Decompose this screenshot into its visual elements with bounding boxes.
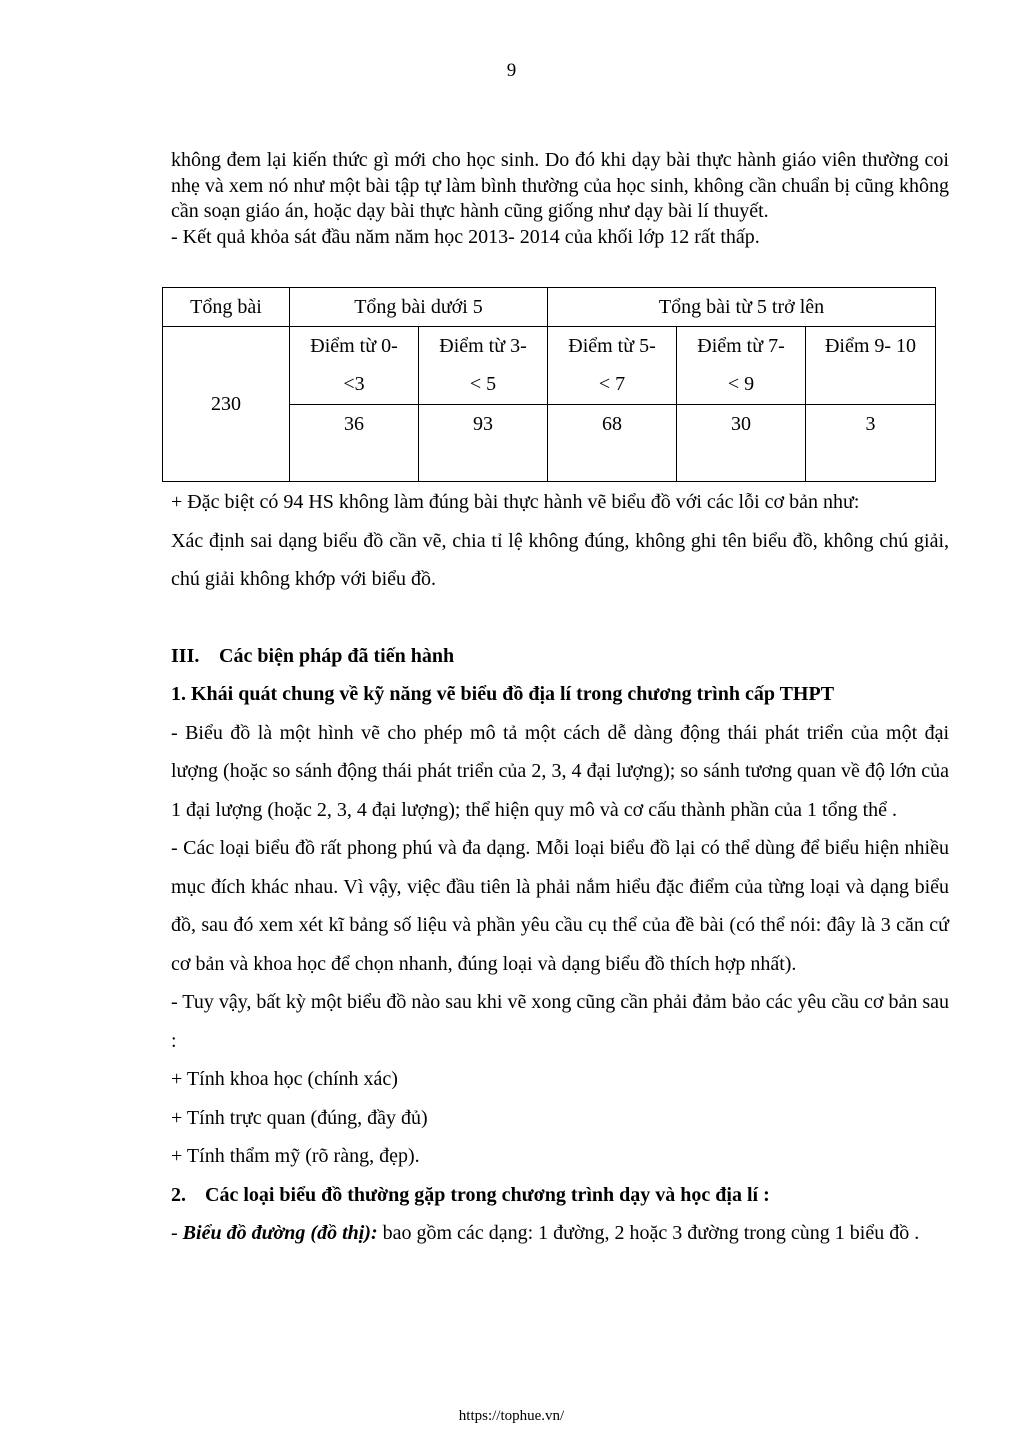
survey-line: - Kết quả khỏa sát đầu năm năm học 2013- 2014 của khối lớp 12 rất thấp. xyxy=(171,225,760,248)
column-header: Điểm từ 7- < 9 xyxy=(677,327,806,405)
column-header: Điểm từ 3- < 5 xyxy=(419,327,548,405)
value-cell: 3 xyxy=(806,405,936,482)
value-cell: 30 xyxy=(677,405,806,482)
header-below-5: Tổng bài dưới 5 xyxy=(290,288,548,327)
value-cell: 68 xyxy=(548,405,677,482)
footer-url: https://tophue.vn/ xyxy=(458,1408,565,1424)
table-subheader-row xyxy=(163,327,936,405)
paragraph-3: - Tuy vậy, bất kỳ một biểu đồ nào sau khi vẽ xong cũng cần phải đảm bảo các yêu cầu cơ bản sau : xyxy=(171,991,949,1052)
column-header: Điểm từ 5- < 7 xyxy=(548,327,677,405)
column-header: Điểm từ 0- <3 xyxy=(290,327,419,405)
value-cell: 93 xyxy=(419,405,548,482)
value-cell: 36 xyxy=(290,405,419,482)
note-line-2: Xác định sai dạng biểu đồ cần vẽ, chia tỉ lệ không đúng, không ghi tên biểu đồ, không chú giải, chú giải không khớp với biểu đồ. xyxy=(171,529,949,590)
page-number: 9 xyxy=(506,60,517,81)
requirement-2: + Tính trực quan (đúng, đầy đủ) xyxy=(171,1106,428,1129)
table-header-row xyxy=(163,288,936,327)
intro-paragraph: không đem lại kiến thức gì mới cho học sinh. Do đó khi dạy bài thực hành giáo viên thường coi nhẹ và xem nó như một bài tập tự làm bình thường của học sinh, không cần chuẩn bị cũng không cần soạn giáo án, hoặc dạy bài thực hành cũng giống như dạy bài lí thuyết. xyxy=(171,149,949,222)
subsection-2-heading: 2. Các loại biểu đồ thường gặp trong chương trình dạy và học địa lí : xyxy=(171,1183,770,1206)
note-line-1: + Đặc biệt có 94 HS không làm đúng bài thực hành vẽ biểu đồ với các lỗi cơ bản như: xyxy=(171,491,860,513)
paragraph-1: - Biểu đồ là một hình vẽ cho phép mô tả một cách dễ dàng động thái phát triển của một đại lượng (hoặc so sánh động thái phát triển của 2, 3, 4 đại lượng); so sánh tương quan về độ lớn của 1 đại lượng (hoặc 2, 3, 4 đại lượng); thể hiện quy mô và cơ cấu thành phần của 1 tổng thể . xyxy=(171,721,949,821)
section-heading: III. Các biện pháp đã tiến hành xyxy=(171,644,455,667)
column-header: Điểm 9- 10 xyxy=(806,327,936,405)
survey-results-table xyxy=(162,287,936,482)
paragraph-2: - Các loại biểu đồ rất phong phú và đa dạng. Mỗi loại biểu đồ lại có thể dùng để biểu hiện nhiều mục đích khác nhau. Vì vậy, việc đầu tiên là phải nắm hiểu đặc điểm của từng loại và dạng biểu đồ, sau đó xem xét kĩ bảng số liệu và phần yêu cầu cụ thể của đề bài (có thể nói: đây là 3 căn cứ cơ bản và khoa học để chọn nhanh, đúng loại và dạng biểu đồ thích hợp nhất). xyxy=(171,837,949,975)
requirement-1: + Tính khoa học (chính xác) xyxy=(171,1068,398,1090)
header-above-5: Tổng bài từ 5 trở lên xyxy=(548,288,936,327)
intro-section xyxy=(171,148,949,250)
header-total: Tổng bài xyxy=(163,288,290,327)
line-chart-paragraph: - Biểu đồ đường (đồ thị): bao gồm các dạng: 1 đường, 2 hoặc 3 đường trong cùng 1 biểu đồ . xyxy=(171,1222,920,1244)
total-cell: 230 xyxy=(163,327,290,482)
body-section xyxy=(171,483,949,1253)
subsection-1-heading: 1. Khái quát chung về kỹ năng vẽ biểu đồ địa lí trong chương trình cấp THPT xyxy=(171,683,835,705)
requirement-3: + Tính thẩm mỹ (rõ ràng, đẹp). xyxy=(171,1145,420,1167)
